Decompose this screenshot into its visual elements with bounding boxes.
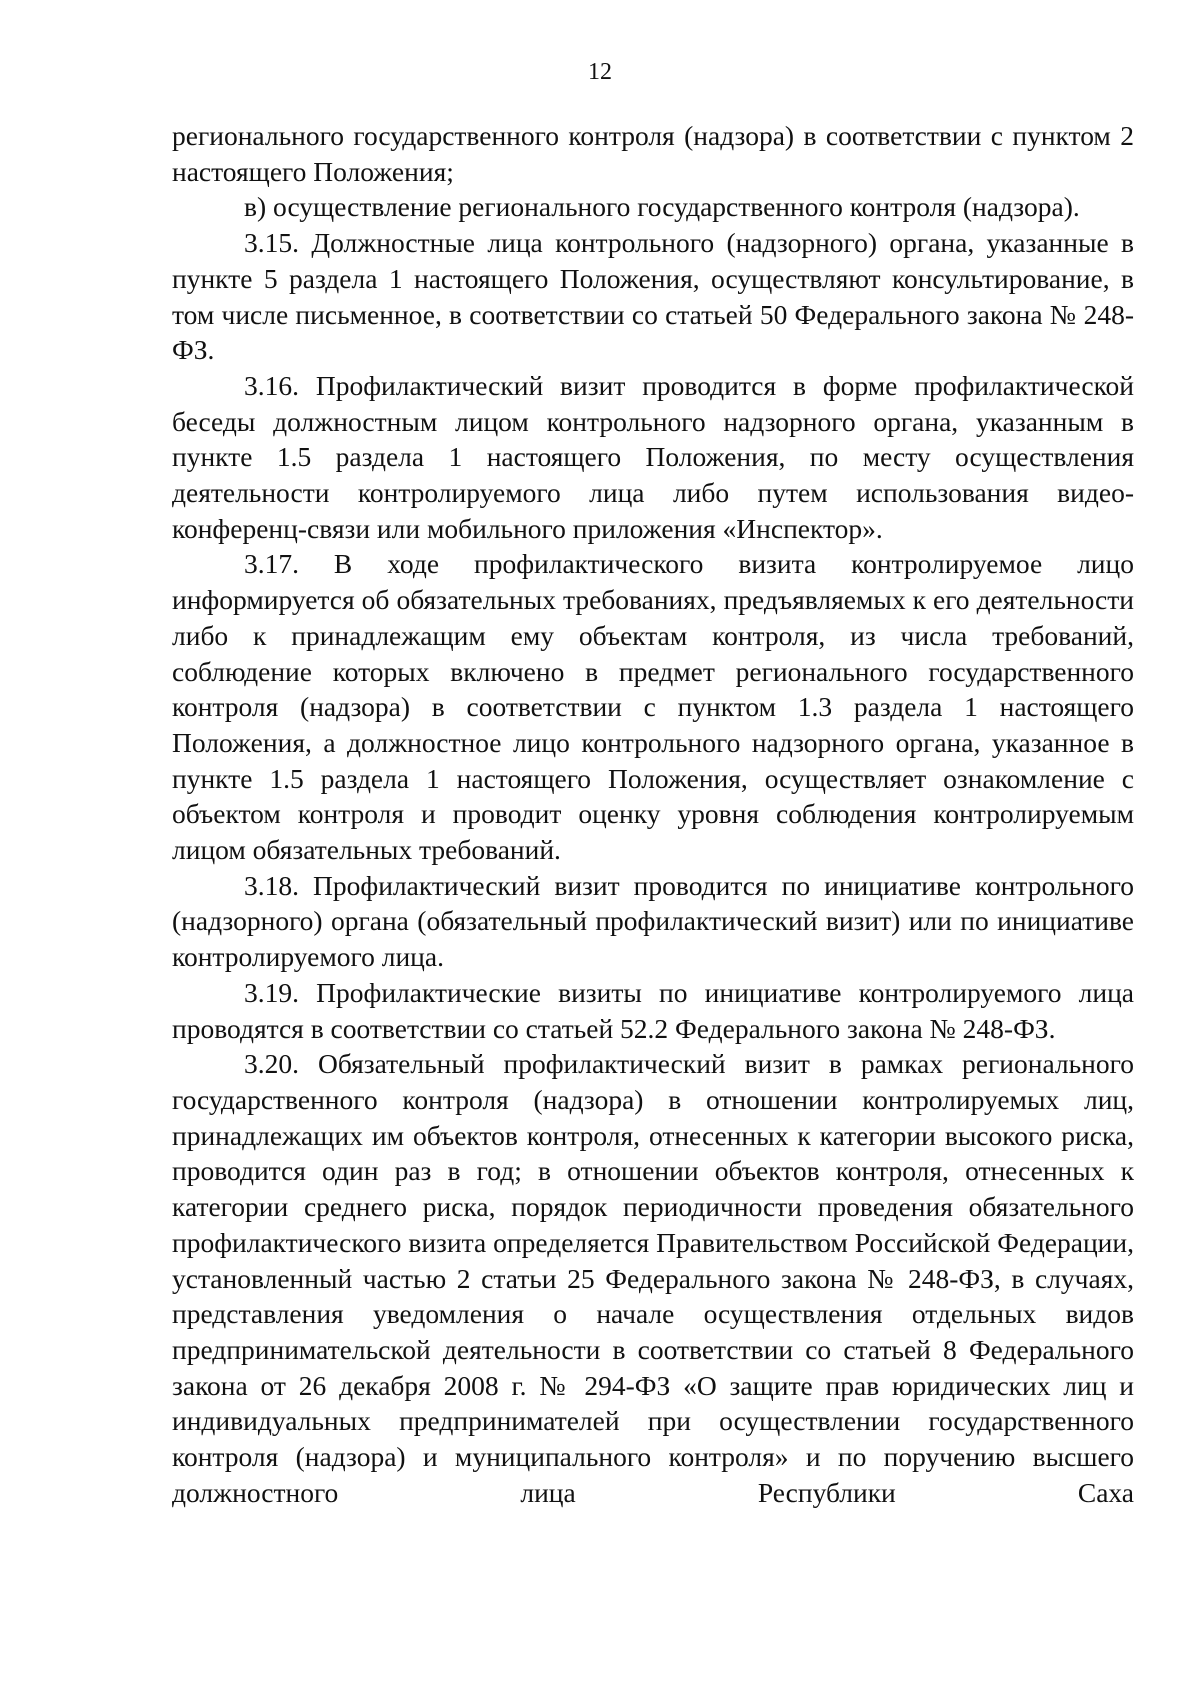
paragraph-3-15: 3.15. Должностные лица контрольного (надзорного) органа, указанные в пункте 5 раздела 1 настоящего Положения, осуществляют консультирование, в том числе письменное, в соответствии со статьей 50 Федерального закона № 248-ФЗ.: [172, 227, 1134, 366]
paragraph-continuation: регионального государственного контроля (надзора) в соответствии с пунктом 2 настоящего Положения;: [172, 120, 1134, 187]
paragraph-3-17: 3.17. В ходе профилактического визита контролируемое лицо информируется об обязательных требованиях, предъявляемых к его деятельности либо к принадлежащим ему объектам контроля, из числа требований, соблюдение которых включено в предмет регионального государственного контроля (надзора) в соответствии с пунктом 1.3 раздела 1 настоящего Положения, а должностное лицо контрольного надзорного органа, указанное в пункте 1.5 раздела 1 настоящего Положения, осуществляет ознакомление с объектом контроля и проводит оценку уровня соблюдения контролируемым лицом обязательных требований.: [172, 548, 1134, 866]
page-number: 12: [588, 59, 612, 85]
paragraph-3-19: 3.19. Профилактические визиты по инициативе контролируемого лица проводятся в соответствии со статьей 52.2 Федерального закона № 248-ФЗ.: [172, 976, 1134, 1044]
paragraph-item-v: в) осуществление регионального государственного контроля (надзора).: [244, 191, 1080, 223]
paragraph-3-16: 3.16. Профилактический визит проводится в форме профилактической беседы должностным лицом контрольного надзорного органа, указанным в пункте 1.5 раздела 1 настоящего Положения, по месту осуществления деятельности контролируемого лица либо путем использования видео-конференц-связи или мобильного приложения «Инспектор».: [172, 369, 1134, 544]
paragraph-3-20: 3.20. Обязательный профилактический визит в рамках регионального государственного контроля (надзора) в отношении контролируемых лиц, принадлежащих им объектов контроля, отнесенных к категории высокого риска, проводится один раз в год; в отношении объектов контроля, отнесенных к категории среднего риска, порядок периодичности проведения обязательного профилактического визита определяется Правительством Российской Федерации, установленный частью 2 статьи 25 Федерального закона № 248-ФЗ, в случаях, представления уведомления о начале осуществления отдельных видов предпринимательской деятельности в соответствии со статьей 8 Федерального закона от 26 декабря 2008 г. № 294-ФЗ «О защите прав юридических лиц и индивидуальных предпринимателей при осуществлении государственного контроля (надзора) и муниципального контроля» и по поручению высшего должностного лица Республики Саха: [172, 1048, 1134, 1508]
paragraph-3-18: 3.18. Профилактический визит проводится по инициативе контрольного (надзорного) органа (обязательный профилактический визит) или по инициативе контролируемого лица.: [172, 869, 1134, 973]
document-body: [172, 118, 1134, 1510]
